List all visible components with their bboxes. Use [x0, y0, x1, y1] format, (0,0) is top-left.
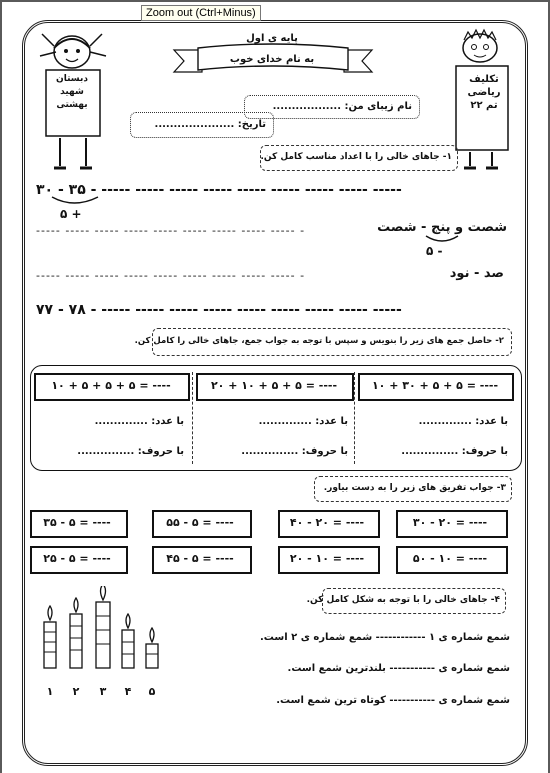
q1-title: ۱- جاهای خالی را با اعداد مناسب کامل کن.: [260, 152, 452, 162]
q2-word-3[interactable]: با حروف: ...............: [77, 446, 184, 457]
grade-title: پایه ی اول: [246, 33, 298, 44]
q1-row3-start: صد - نود: [449, 266, 504, 281]
name-label: نام زیبای من: ..................: [272, 101, 412, 112]
q3-expr-5: ۵۰ - ۱۰ = ----: [412, 552, 488, 565]
q3-expr-2: ۴۰ - ۲۰ = ----: [289, 516, 365, 529]
q2-sum-1: ۱۰ + ۳۰ + ۵ + ۵ = ----: [371, 379, 499, 392]
q1-row4[interactable]: ۷۷ - ۷۸ - ----- ----- ----- ----- ----- ----- ----- ----- -----: [36, 302, 402, 318]
q3-expr-3: ۵۵ - ۵ = ----: [166, 516, 234, 529]
candle-label-5: ۵: [148, 685, 156, 698]
q2-num-3[interactable]: با عدد: ..............: [94, 416, 184, 427]
q3-expr-6: ۲۰ - ۱۰ = ----: [289, 552, 365, 565]
candle-label-2: ۲: [72, 685, 80, 698]
divider: [354, 372, 356, 464]
q4-title: ۴- جاهای خالی را با توجه به شکل کامل کن.: [306, 595, 500, 605]
q3-title: ۳- جواب تفریق های زیر را به دست بیاور.: [323, 483, 506, 493]
q2-sum-3: ۱۰ + ۵ + ۵ + ۵ = ----: [51, 379, 171, 392]
candles-illustration: [38, 586, 168, 676]
q2-word-1[interactable]: با حروف: ...............: [401, 446, 508, 457]
q3-expr-1: ۳۰ - ۲۰ = ----: [412, 516, 488, 529]
q4-sentence-1[interactable]: شمع شماره ی ۱ ------------ شمع شماره ی ۲ است.: [260, 632, 510, 643]
q1-row3[interactable]: ----- ----- ----- ----- ----- ----- ----- ----- ----- -: [36, 269, 306, 282]
candle-label-3: ۳: [99, 685, 107, 698]
q3-expr-7: ۴۵ - ۵ = ----: [166, 552, 234, 565]
q2-title: ۲- حاصل جمع های زیر را بنویس و سپس با توجه به جواب جمع، جاهای خالی را کامل کن.: [134, 336, 504, 346]
q2-sum-2: ۲۰ + ۱۰ + ۵ + ۵ = ----: [210, 379, 338, 392]
q3-expr-8: ۲۵ - ۵ = ----: [43, 552, 111, 565]
q1-row2-step: - ۵: [426, 244, 443, 258]
divider: [192, 372, 194, 464]
zoom-tooltip: Zoom out (Ctrl+Minus): [141, 5, 261, 21]
q4-sentence-2[interactable]: شمع شماره ی ----------- بلندترین شمع است.: [287, 663, 510, 674]
q2-word-2[interactable]: با حروف: ...............: [241, 446, 348, 457]
date-label: تاریخ: .....................: [154, 119, 266, 130]
worksheet-page: [2, 2, 548, 773]
candle-label-4: ۴: [124, 685, 132, 698]
q1-row1[interactable]: ۳۰ - ۳۵ - ----- ----- ----- ----- ----- ----- ----- ----- -----: [36, 182, 402, 198]
q4-sentence-3[interactable]: شمع شماره ی ----------- کوتاه ترین شمع است.: [276, 695, 510, 706]
candle-label-1: ۱: [46, 685, 54, 698]
q1-row1-step: + ۵: [60, 207, 82, 221]
school-sign: دبستان شهید بهشتی: [56, 74, 88, 110]
q2-num-1[interactable]: با عدد: ..............: [418, 416, 508, 427]
homework-sign: تکلیف ریاضی تم ۲۲: [467, 74, 501, 111]
q1-row2-start: شصت و پنج - شصت: [377, 220, 507, 235]
q2-num-2[interactable]: با عدد: ..............: [258, 416, 348, 427]
q1-row2[interactable]: ----- ----- ----- ----- ----- ----- ----- ----- ----- -: [36, 224, 306, 237]
q3-expr-4: ۳۵ - ۵ = ----: [43, 516, 111, 529]
bismillah-text: به نام خدای خوب: [229, 54, 315, 65]
